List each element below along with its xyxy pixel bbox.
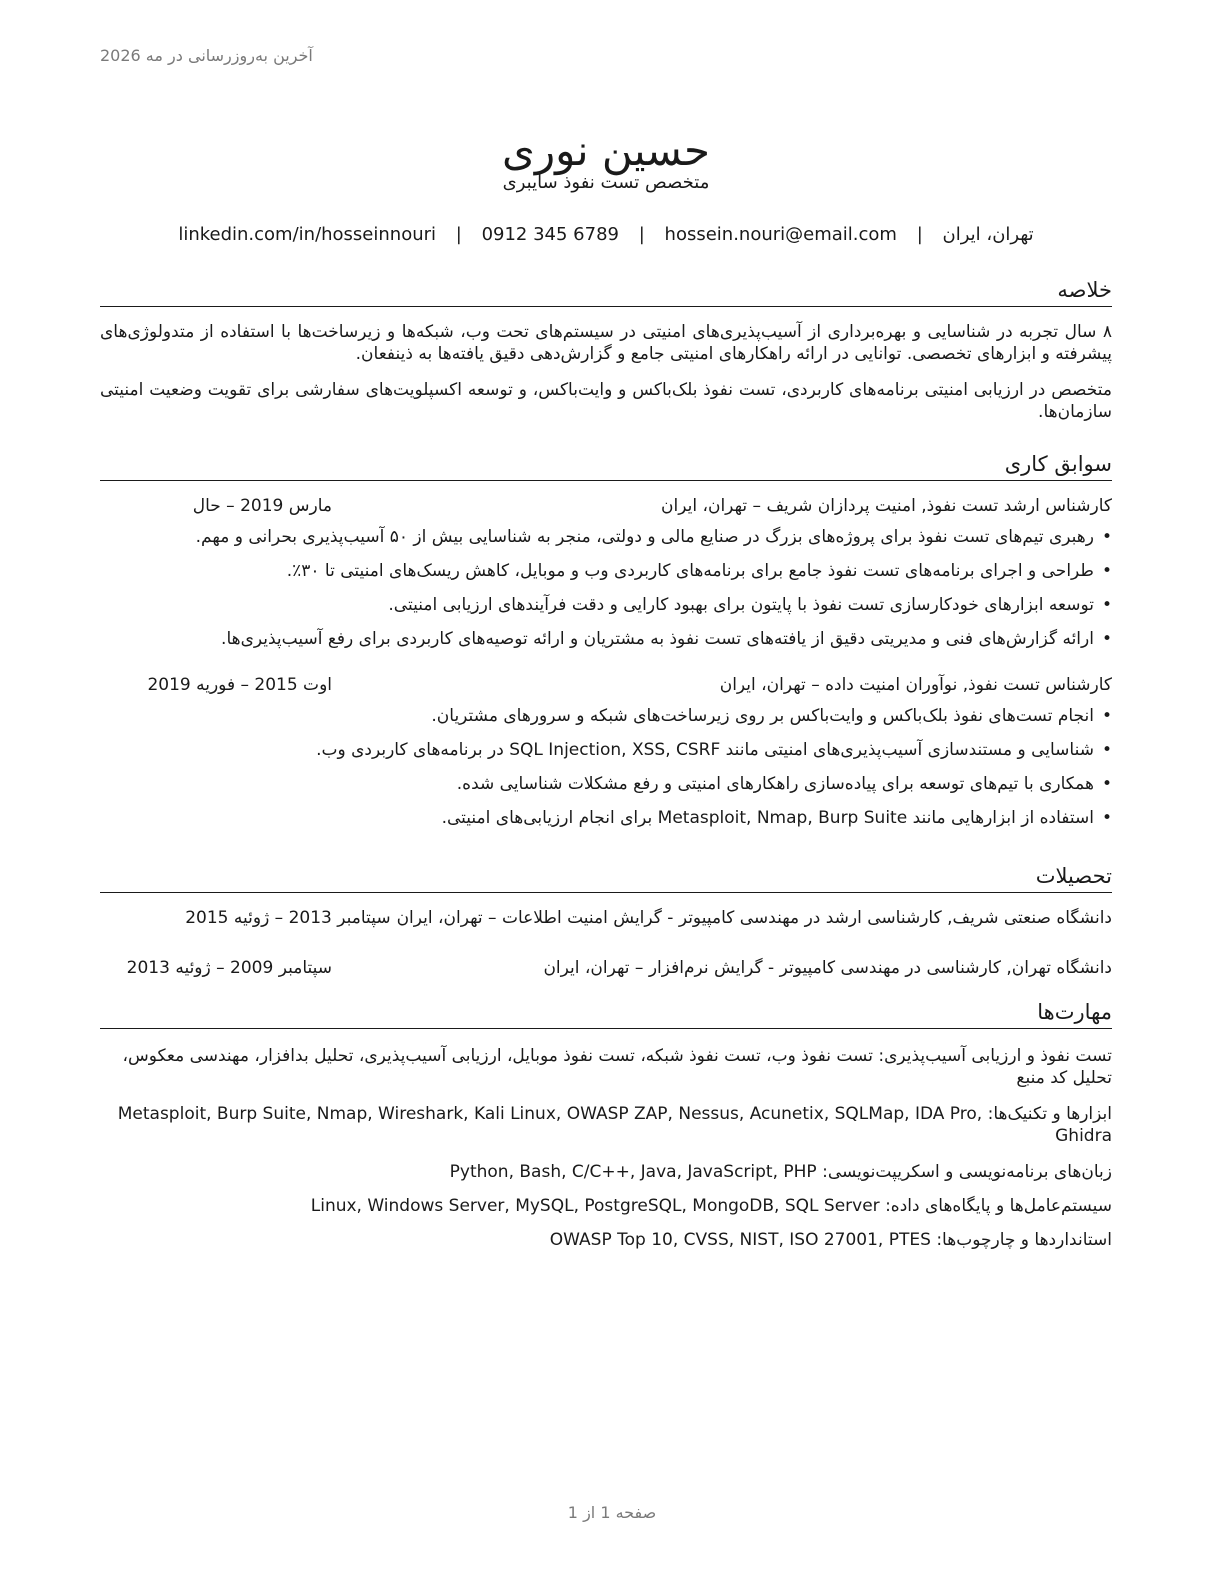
contact-line (100, 222, 1112, 248)
list-item: • شناسایی و مستندسازی آسیب‌پذیری‌های امنیتی مانند SQL Injection, XSS, CSRF در برنامه‌های کاربردی وب. (100, 739, 1112, 761)
list-item: • همکاری با تیم‌های توسعه برای پیاده‌سازی راهکارهای امنیتی و رفع مشکلات شناسایی شده. (100, 773, 1112, 795)
education-text: دانشگاه تهران, کارشناسی در مهندسی کامپیوتر - گرایش نرم‌افزار – تهران، ایران (543, 958, 1112, 978)
list-item: • انجام تست‌های نفوذ بلک‌باکس و وایت‌باکس بر روی زیرساخت‌های شبکه و سرورهای مشتریان. (100, 705, 1112, 727)
education-section (100, 862, 1112, 979)
summary-section (100, 276, 1112, 423)
skill-line: تست نفوذ و ارزیابی آسیب‌پذیری: تست نفوذ وب، تست نفوذ شبکه، تست نفوذ موبایل، ارزیابی آسیب‌پذیری، تحلیل بدافزار، مهندسی معکوس، تحلیل کد منبع (122, 1046, 1112, 1088)
skills-section (100, 998, 1112, 1251)
candidate-name: حسین نوری (502, 126, 710, 176)
job-role: کارشناس ارشد تست نفوذ, امنیت پردازان شریف – تهران، ایران (661, 496, 1112, 516)
skill-line: زبان‌های برنامه‌نویسی و اسکریپت‌نویسی: Python, Bash, C/C++, Java, JavaScript, PHP (449, 1162, 1112, 1182)
section-heading: تحصیلات (100, 862, 1112, 893)
section-heading: خلاصه (100, 276, 1112, 307)
list-item: • استفاده از ابزارهایی مانند Metasploit, Nmap, Burp Suite برای انجام ارزیابی‌های امنیتی. (100, 807, 1112, 829)
education-text: دانشگاه صنعتی شریف, کارشناسی ارشد در مهندسی کامپیوتر - گرایش امنیت اطلاعات – تهران، ایران (396, 908, 1112, 928)
skill-line: سیستم‌عامل‌ها و پایگاه‌های داده: Linux, Windows Server, MySQL, PostgreSQL, MongoDB, SQL Server (310, 1196, 1112, 1216)
separator: | (916, 224, 923, 245)
phone: 0912 345 6789 (481, 224, 619, 245)
list-item: • توسعه ابزارهای خودکارسازی تست نفوذ با پایتون برای بهبود کارایی و دقت فرآیندهای ارزیابی امنیتی. (100, 594, 1112, 616)
summary-paragraph: ۸ سال تجربه در شناسایی و بهره‌برداری از آسیب‌پذیری‌های امنیتی در سیستم‌های تحت وب، شبکه‌ها و زیرساخت‌ها با استفاده از متدولوژی‌های پیشرفته و ابزارهای تخصصی. توانایی در ارائه راهکارهای امنیتی جامع و گزارش‌دهی دقیق یافته‌ها به ذینفعان. (100, 322, 1112, 364)
location: تهران، ایران (942, 224, 1034, 245)
job-date: مارس 2019 – حال (192, 496, 332, 516)
linkedin-link[interactable]: linkedin.com/in/hosseinnouri (178, 224, 437, 245)
separator: | (455, 224, 462, 245)
job-header (100, 495, 1112, 517)
education-item (100, 957, 1112, 979)
list-item: • ارائه گزارش‌های فنی و مدیریتی دقیق از یافته‌های تست نفوذ به مشتریان و ارائه توصیه‌های کاربردی برای رفع آسیب‌پذیری‌ها. (100, 628, 1112, 650)
job-title: متخصص تست نفوذ سایبری (502, 172, 710, 193)
summary-paragraph: متخصص در ارزیابی امنیتی برنامه‌های کاربردی، تست نفوذ بلک‌باکس و وایت‌باکس، و توسعه اکسپلویت‌های سفارشی برای تقویت وضعیت امنیتی سازمان‌ها. (100, 380, 1112, 422)
list-item: • طراحی و اجرای برنامه‌های تست نفوذ جامع برای برنامه‌های کاربردی وب و موبایل، کاهش ریسک‌های امنیتی تا ۳۰٪. (100, 560, 1112, 582)
last-updated: آخرین به‌روزرسانی در مه 2026 (100, 46, 313, 65)
section-heading: مهارت‌ها (100, 998, 1112, 1029)
skill-line: استانداردها و چارچوب‌ها: OWASP Top 10, CVSS, NIST, ISO 27001, PTES (549, 1230, 1112, 1250)
separator: | (638, 224, 645, 245)
education-item (100, 907, 1112, 929)
email-link[interactable]: hossein.nouri@email.com (664, 224, 897, 245)
job-bullets (100, 526, 1112, 650)
job-entry (100, 495, 1112, 650)
experience-section (100, 450, 1112, 829)
list-item: • رهبری تیم‌های تست نفوذ برای پروژه‌های بزرگ در صنایع مالی و دولتی، منجر به شناسایی بیش از ۵۰ آسیب‌پذیری بحرانی و مهم. (100, 526, 1112, 548)
job-date: اوت 2015 – فوریه 2019 (147, 675, 332, 695)
education-date: سپتامبر 2009 – ژوئیه 2013 (126, 958, 332, 978)
section-heading: سوابق کاری (100, 450, 1112, 481)
job-bullets (100, 705, 1112, 829)
page-number: صفحه 1 از 1 (567, 1503, 657, 1522)
job-role: کارشناس تست نفوذ, نوآوران امنیت داده – تهران، ایران (719, 675, 1112, 695)
skill-line: ابزارها و تکنیک‌ها: Metasploit, Burp Suite, Nmap, Wireshark, Kali Linux, OWASP ZAP, Nessus, Acunetix, SQLMap, IDA Pro, Ghidra (117, 1104, 1112, 1146)
job-entry (100, 674, 1112, 829)
job-header (100, 674, 1112, 696)
education-date: سپتامبر 2013 – ژوئیه 2015 (185, 908, 391, 928)
